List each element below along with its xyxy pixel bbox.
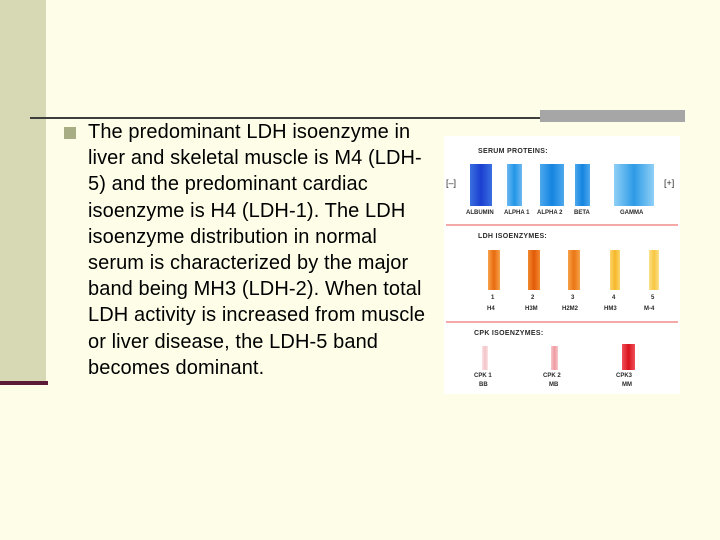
- albumin-label: ALBUMIN: [466, 210, 494, 216]
- ldh2-band: [528, 250, 540, 290]
- cpk2-label: CPK 2: [543, 373, 561, 379]
- cpk-isoenzymes-heading: CPK ISOENZYMES:: [474, 330, 544, 337]
- ldh3-band: [568, 250, 580, 290]
- cpk3-band: [622, 344, 635, 370]
- ldh3-name: H2M2: [562, 306, 579, 312]
- ldh4-band: [610, 250, 620, 290]
- sidebar-edge-line: [0, 381, 48, 385]
- bullet-marker: [64, 127, 76, 139]
- alpha1-band: [507, 164, 522, 206]
- bullet-text: The predominant LDH isoenzyme in liver and skeletal muscle is M4 (LDH-5) and the predominant cardiac isoenzyme is H4 (LDH-1). The LDH isoenzyme distribution in normal serum is characterized by the major band being MH3 (LDH-2). When total LDH activity is increased from muscle or liver disease, the LDH-5 band becomes dominant.: [88, 121, 426, 379]
- ldh3-number: 3: [571, 295, 575, 301]
- ldh1-band: [488, 250, 500, 290]
- cpk3-label: CPK3: [616, 373, 633, 379]
- ldh-isoenzymes-heading: LDH ISOENZYMES:: [478, 233, 548, 240]
- ldh5-name: M-4: [644, 306, 655, 312]
- beta-label: BETA: [574, 210, 590, 216]
- gamma-band: [614, 164, 654, 206]
- electrophoresis-figure: [444, 136, 680, 394]
- title-rule-accent: [540, 110, 685, 122]
- alpha2-band: [540, 164, 564, 206]
- ldh2-name: H3M: [525, 306, 538, 312]
- separator-ldh-cpk: [446, 321, 678, 323]
- beta-band: [575, 164, 590, 206]
- serum-plus-sign: [+]: [664, 178, 675, 188]
- cpk2-subtype: MB: [549, 382, 559, 388]
- alpha2-label: ALPHA 2: [537, 210, 563, 216]
- serum-minus-sign: [–]: [446, 178, 457, 188]
- serum-proteins-heading: SERUM PROTEINS:: [478, 148, 548, 155]
- ldh1-name: H4: [487, 306, 495, 312]
- cpk1-subtype: BB: [479, 382, 488, 388]
- ldh1-number: 1: [491, 295, 495, 301]
- cpk1-label: CPK 1: [474, 373, 492, 379]
- ldh4-name: HM3: [604, 306, 617, 312]
- cpk2-band: [551, 346, 558, 370]
- ldh2-number: 2: [531, 295, 535, 301]
- cpk3-subtype: MM: [622, 382, 632, 388]
- sidebar-panel: [0, 0, 46, 382]
- gamma-label: GAMMA: [620, 210, 644, 216]
- ldh4-number: 4: [612, 295, 616, 301]
- cpk1-band: [482, 346, 488, 370]
- alpha1-label: ALPHA 1: [504, 210, 530, 216]
- ldh5-band: [649, 250, 659, 290]
- separator-serum-ldh: [446, 224, 678, 226]
- ldh5-number: 5: [651, 295, 655, 301]
- albumin-band: [470, 164, 492, 206]
